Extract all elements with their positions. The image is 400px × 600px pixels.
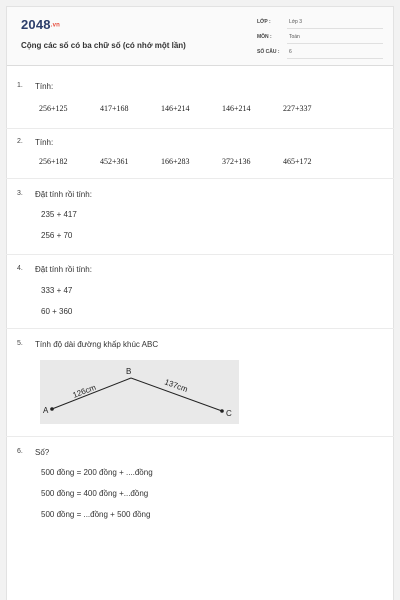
meta-label: SỐ CÂU : xyxy=(257,49,280,55)
worksheet-title: Cộng các số có ba chữ số (có nhớ một lần) xyxy=(21,41,186,50)
logo-number: 2048 xyxy=(21,17,51,32)
divider xyxy=(6,178,394,179)
expression: 146+214 xyxy=(161,104,190,113)
expression: 227+337 xyxy=(283,104,312,113)
meta-value: Lớp 3 xyxy=(289,19,303,25)
length-bc-label: 137cm xyxy=(163,377,189,395)
meta-label: MÔN : xyxy=(257,34,272,40)
length-ab-label: 126cm xyxy=(71,382,98,400)
point-c-label: C xyxy=(226,409,232,418)
meta-underline xyxy=(287,28,383,29)
question-number: 2. xyxy=(17,138,23,145)
meta-subject xyxy=(257,34,383,46)
exercise-line: 500 đồng = 400 đồng +...đồng xyxy=(41,489,149,498)
meta-value: Toán xyxy=(289,34,300,40)
meta-underline xyxy=(287,43,383,44)
divider xyxy=(6,328,394,329)
question-text: Đặt tính rồi tính: xyxy=(35,190,92,199)
meta-value: 6 xyxy=(289,49,292,55)
question-text: Số? xyxy=(35,448,50,457)
segment-ab xyxy=(52,378,131,409)
exercise-line: 500 đồng = ...đồng + 500 đồng xyxy=(41,510,151,519)
expression: 256+182 xyxy=(39,157,68,166)
point-a-dot xyxy=(50,407,54,411)
worksheet-header xyxy=(7,7,393,66)
point-b-label: B xyxy=(126,367,132,376)
meta-underline xyxy=(287,58,383,59)
point-c-dot xyxy=(220,409,224,413)
question-number: 1. xyxy=(17,82,23,89)
meta-label: LỚP : xyxy=(257,19,271,25)
divider xyxy=(6,254,394,255)
logo-domain: .vn xyxy=(50,22,61,29)
question-text: Tính: xyxy=(35,82,54,91)
divider xyxy=(6,436,394,437)
question-number: 3. xyxy=(17,190,23,197)
expression: 166+283 xyxy=(161,157,190,166)
expression: 452+361 xyxy=(100,157,129,166)
site-logo[interactable] xyxy=(21,17,60,32)
polyline-figure xyxy=(40,360,239,424)
expression: 256+125 xyxy=(39,104,68,113)
exercise-line: 256 + 70 xyxy=(41,231,73,240)
question-number: 6. xyxy=(17,448,23,455)
expression: 465+172 xyxy=(283,157,312,166)
exercise-line: 235 + 417 xyxy=(41,210,77,219)
question-number: 5. xyxy=(17,340,23,347)
expression: 372+136 xyxy=(222,157,251,166)
polyline-diagram xyxy=(40,360,239,424)
meta-count xyxy=(257,49,383,61)
expression: 146+214 xyxy=(222,104,251,113)
expression: 417+168 xyxy=(100,104,129,113)
exercise-line: 333 + 47 xyxy=(41,286,73,295)
point-a-label: A xyxy=(43,406,49,415)
exercise-line: 500 đồng = 200 đồng + ....đồng xyxy=(41,468,153,477)
question-text: Tính độ dài đường khấp khúc ABC xyxy=(35,340,159,349)
divider xyxy=(6,128,394,129)
question-number: 4. xyxy=(17,265,23,272)
question-text: Tính: xyxy=(35,138,54,147)
exercise-line: 60 + 360 xyxy=(41,307,73,316)
question-text: Đặt tính rồi tính: xyxy=(35,265,92,274)
meta-class xyxy=(257,19,383,31)
